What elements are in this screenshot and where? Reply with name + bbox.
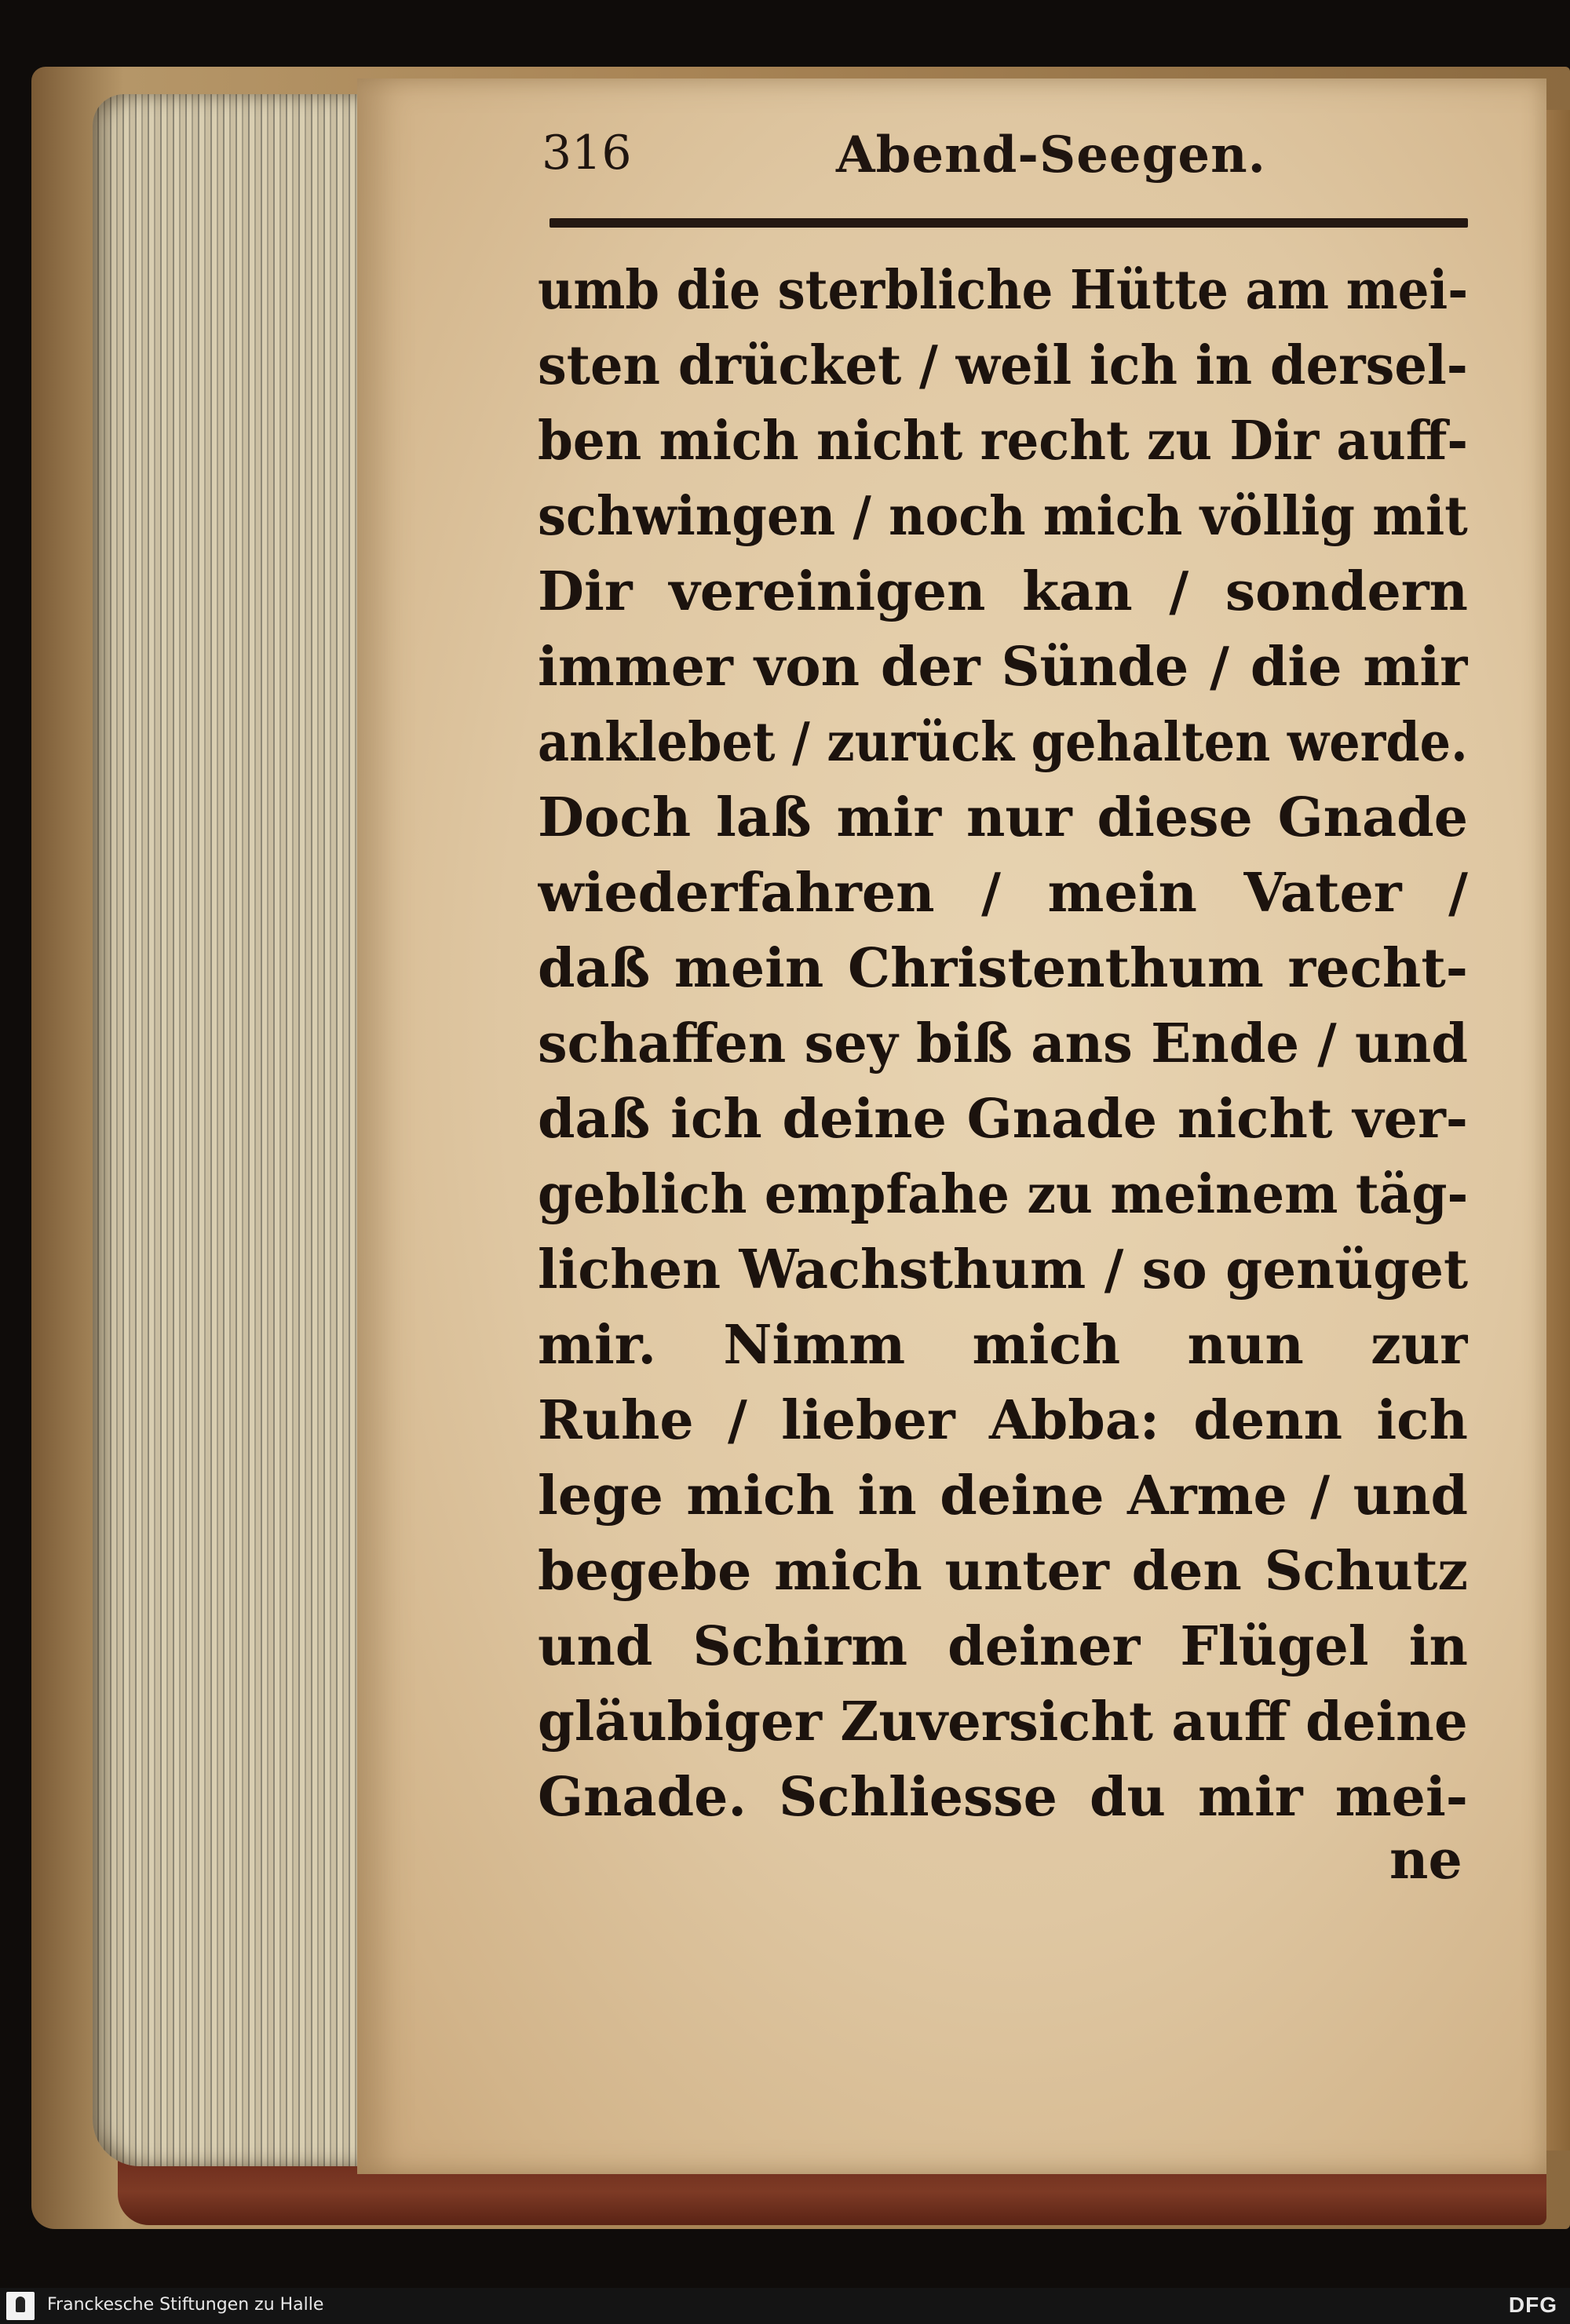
- text-line: wiederfahren / mein Vater /: [538, 862, 1468, 925]
- running-head: Abend-Seegen.: [836, 126, 1266, 184]
- text-line: immer von der Sünde / die mir: [538, 636, 1468, 699]
- page-edges: [93, 94, 367, 2166]
- text-line: schaffen sey biß ans Ende / und: [538, 1012, 1468, 1075]
- text-line: begebe mich unter den Schutz: [538, 1540, 1468, 1603]
- text-line: schwingen / noch mich völlig mit: [538, 485, 1468, 548]
- institution-logo-icon: [6, 2292, 35, 2320]
- text-line: sten drücket / weil ich in dersel-: [538, 334, 1468, 397]
- catchword: ne: [1389, 1829, 1462, 1892]
- text-line: geblich empfahe zu meinem täg-: [538, 1163, 1468, 1226]
- text-line: daß ich deine Gnade nicht ver-: [538, 1088, 1468, 1151]
- text-line: und Schirm deiner Flügel in: [538, 1615, 1468, 1678]
- text-line: Dir vereinigen kan / sondern: [538, 560, 1468, 623]
- page-number: 316: [542, 126, 632, 181]
- text-line: Ruhe / lieber Abba: denn ich: [538, 1389, 1468, 1452]
- institution-name: Franckesche Stiftungen zu Halle: [47, 2295, 324, 2315]
- text-line: daß mein Christenthum recht-: [538, 937, 1468, 1000]
- text-line: gläubiger Zuversicht auff deine: [538, 1691, 1468, 1753]
- text-line: anklebet / zurück gehalten werde.: [538, 711, 1468, 774]
- text-line: lichen Wachsthum / so genüget: [538, 1239, 1468, 1301]
- dfg-logo: DFG: [1508, 2293, 1557, 2317]
- text-line: umb die sterbliche Hütte am mei-: [538, 259, 1468, 322]
- text-line: lege mich in deine Arme / und: [538, 1465, 1468, 1527]
- text-line: mir. Nimm mich nun zur: [538, 1314, 1468, 1377]
- text-line: ben mich nicht recht zu Dir auff-: [538, 410, 1468, 472]
- text-line: Gnade. Schliesse du mir mei-: [538, 1766, 1468, 1829]
- page-header: [542, 118, 1468, 204]
- header-rule: [550, 218, 1468, 228]
- text-line: Doch laß mir nur diese Gnade: [538, 786, 1468, 849]
- body-text: [538, 253, 1468, 1835]
- footer-bar: [0, 2288, 1570, 2324]
